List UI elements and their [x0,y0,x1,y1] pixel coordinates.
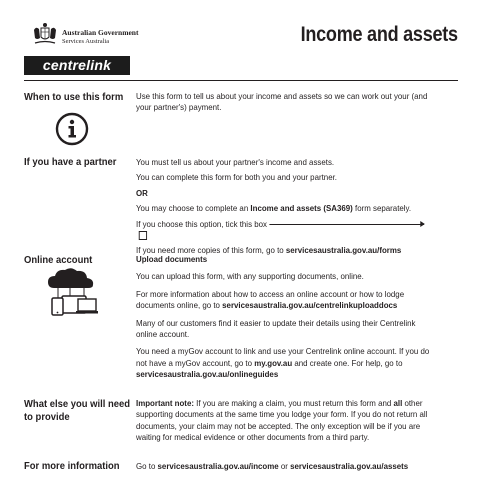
partner-line3-pre: You may choose to complete an [136,203,251,214]
section-body-more [136,461,432,478]
separate-form-checkbox[interactable] [139,231,147,240]
partner-tick-row [136,219,432,242]
more-pre: Go to [136,461,158,471]
when-text: Use this form to tell us about your income and assets so we can work out your (and your partner's) payment. [136,91,428,113]
gov-line1: Australian Government [62,28,139,37]
arrow-line-icon [270,224,425,225]
government-wordmark [62,28,138,46]
online-p1: You can upload this form, with any supporting documents, online. [136,271,364,282]
section-body-provide [136,398,432,450]
assets-link[interactable]: servicesaustralia.gov.au/assets [290,461,409,471]
provide-label-line2: to provide [24,411,70,423]
info-icon [55,112,89,146]
online-heading: Upload documents [136,254,208,264]
centrelink-logo: centrelink [24,56,130,75]
mygov-link[interactable]: my.gov.au [254,357,293,368]
partner-line5-pre: If you need more copies of this form, go to [136,245,286,256]
page-title: Income and assets [300,23,458,46]
provide-text [136,398,432,444]
section-label-more: For more information [24,460,120,472]
online-p4-mid: and create one. For help, go to [292,357,403,368]
online-p3: Many of our customers find it easier to update their details using their Centrelink online account. [136,317,416,340]
uploaddocs-link[interactable]: servicesaustralia.gov.au/centrelinkuploaddocs [222,300,398,311]
section-label-partner: If you have a partner [24,156,117,168]
provide-pre: If you are making a claim, you must return this form and [193,398,394,408]
section-body-partner [136,157,432,261]
more-text [136,461,432,472]
partner-line2: You can complete this form for both you and your partner. [136,172,338,183]
partner-line3-post: form separately. [352,203,412,214]
online-p4 [136,346,432,380]
section-label-provide [24,398,130,424]
important-note-label: Important note: [136,398,194,408]
online-p2 [136,289,432,312]
form-name-sa369: Income and assets (SA369) [250,203,353,214]
gov-line2: Services Australia [62,38,110,45]
provide-all: all [393,398,403,408]
header [24,16,458,80]
partner-line1: You must tell us about your partner's income and assets. [136,157,335,167]
partner-or: OR [136,187,148,198]
forms-link[interactable]: servicesaustralia.gov.au/forms [285,245,402,256]
section-label-when: When to use this form [24,91,124,103]
online-p4-pre: You need a myGov account to link and use your Centrelink online account. If you do not have a myGov account, go to [136,346,430,368]
section-body-when [136,91,432,120]
more-mid: or [278,461,291,471]
income-link[interactable]: servicesaustralia.gov.au/income [157,461,279,471]
section-label-online: Online account [24,254,93,266]
cloud-devices-icon [40,266,102,320]
onlineguides-link[interactable]: servicesaustralia.gov.au/onlineguides [136,369,279,380]
partner-tick-text: If you choose this option, tick this box [136,218,267,229]
provide-label-line1: What else you will need [24,398,131,410]
online-p2-pre: For more information about how to access an online account or how to lodge documents online, go to [136,288,405,311]
header-divider [24,80,458,81]
provide-post: other supporting documents at the same time you lodge your form. If you do not return all documents, your claim may not be accepted. The only exception will be if you are waiting for medical evidence or other documents from a third party. [136,398,428,443]
section-body-online [136,254,432,387]
partner-line3 [136,203,432,214]
coat-of-arms-icon [32,22,58,48]
